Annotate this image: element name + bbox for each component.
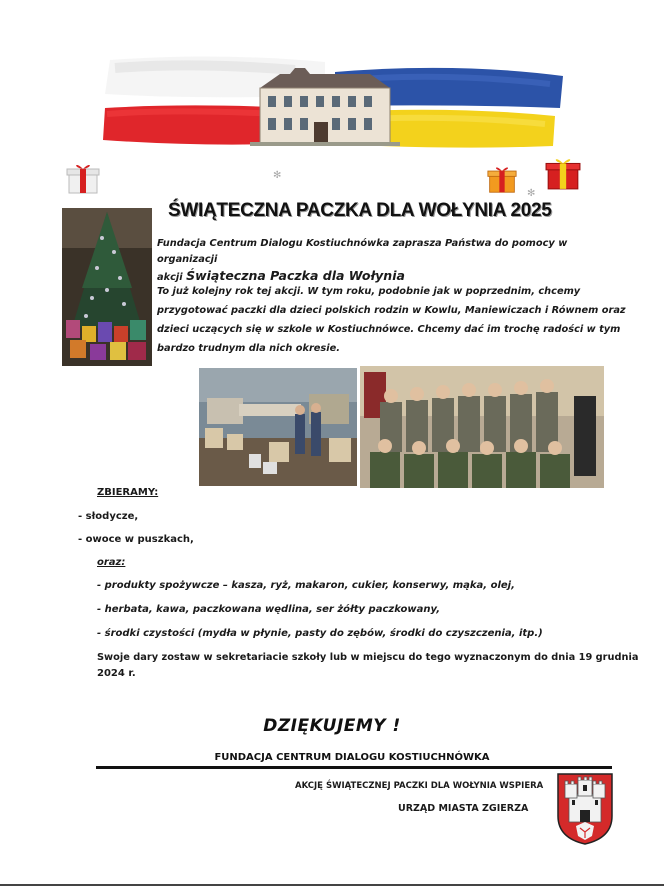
students-photo (360, 366, 604, 488)
packages-photo (199, 368, 357, 486)
page-title: ŚWIĄTECZNA PACZKA DLA WOŁYNIA 2025 (168, 200, 552, 221)
gift-icon (66, 161, 100, 195)
paragraph-line: przygotować paczki dla dzieci polskich rodzin w Kowlu, Maniewiczach i Równem oraz (157, 305, 626, 316)
also-item: - środki czystości (mydła w płynie, pasty do zębów, środki do czyszczenia, itp.) (97, 628, 543, 639)
divider (96, 766, 612, 769)
paragraph-line: To już kolejny rok tej akcji. W tym roku, podobnie jak w poprzednim, chcemy (157, 286, 581, 297)
intro-line: Fundacja Centrum Dialogu Kostiuchnówka zaprasza Państwa do pomocy w organizacji (157, 238, 568, 265)
also-item: - produkty spożywcze – kasza, ryż, makaron, cukier, konserwy, mąka, olej, (97, 580, 515, 591)
collect-heading: ZBIERAMY: (97, 487, 159, 498)
also-heading: oraz: (97, 557, 126, 568)
foundation-name: FUNDACJA CENTRUM DIALOGU KOSTIUCHNÓWKA (214, 752, 490, 763)
collect-item: - słodycze, (78, 511, 139, 522)
intro-text (157, 236, 627, 286)
city-office-name: URZĄD MIASTA ZGIERZA (398, 803, 529, 814)
snowflake-icon: ✻ (527, 188, 536, 199)
support-text: AKCJĘ ŚWIĄTECZNEJ PACZKI DLA WOŁYNIA WSPIERA (295, 781, 544, 791)
bottom-border (0, 884, 664, 886)
snowflake-icon: ✻ (273, 170, 282, 181)
christmas-tree-photo (62, 208, 152, 366)
paragraph-line: dzieci uczących się w szkole w Kostiuchnówce. Chcemy dać im trochę radości w tym (157, 324, 621, 335)
also-item: - herbata, kawa, paczkowana wędlina, ser żółty paczkowany, (97, 604, 441, 615)
deadline-note: Swoje dary zostaw w sekretariacie szkoły lub w miejscu do tego wyznaczonym do dnia 19 grudnia (97, 652, 639, 663)
action-name: Świąteczna Paczka dla Wołynia (186, 268, 405, 283)
collect-item: - owoce w puszkach, (78, 534, 194, 545)
intro-akcji: akcji (157, 272, 183, 283)
gift-icon (545, 155, 581, 191)
gift-icon (487, 163, 517, 195)
paragraph-line: bardzo trudnym dla nich okresie. (157, 343, 340, 354)
building-image (250, 66, 400, 146)
deadline-note-year: 2024 r. (97, 668, 136, 679)
description-paragraph (157, 282, 627, 358)
thank-you-text: DZIĘKUJEMY ! (263, 716, 401, 736)
zgierz-coat-of-arms (556, 772, 614, 846)
